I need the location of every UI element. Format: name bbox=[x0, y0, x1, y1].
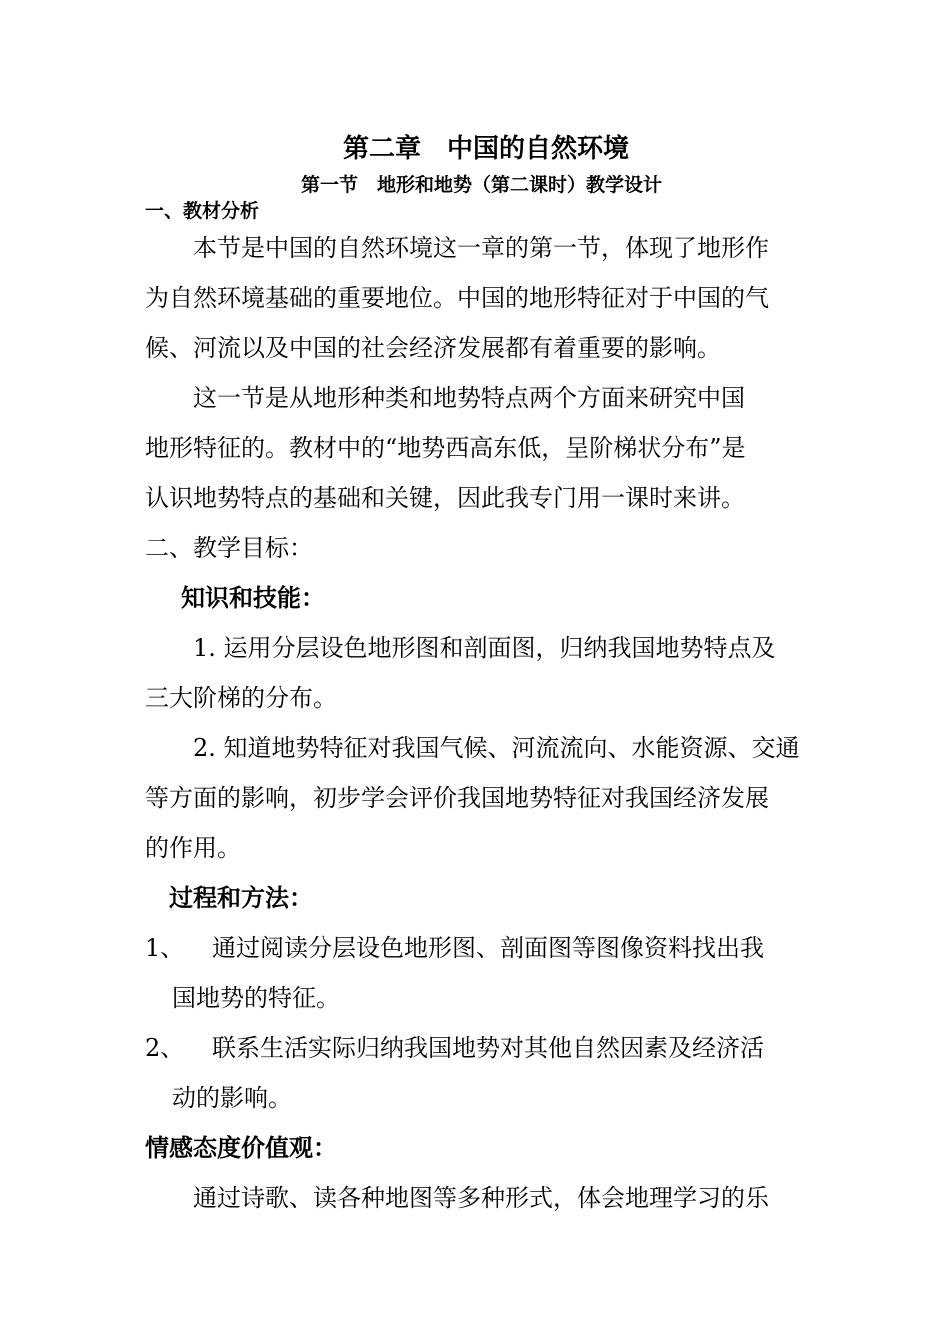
paragraph-line: 通过诗歌、读各种地图等多种形式，体会地理学习的乐 bbox=[193, 1184, 769, 1212]
list-item-line: 1. 运用分层设色地形图和剖面图，归纳我国地势特点及 bbox=[193, 634, 776, 662]
list-item-line: 的作用。 bbox=[145, 834, 241, 862]
list-item-line: 2. 知道地势特征对我国气候、河流流向、水能资源、交通 bbox=[193, 734, 800, 762]
list-item-line: 动的影响。 bbox=[172, 1084, 292, 1112]
list-item-line: 国地势的特征。 bbox=[172, 984, 340, 1012]
subheading-knowledge-skills: 知识和技能： bbox=[181, 583, 325, 612]
list-number: 1、 bbox=[145, 934, 185, 962]
paragraph-line: 候、河流以及中国的社会经济发展都有着重要的影响。 bbox=[145, 334, 721, 362]
paragraph-line: 这一节是从地形种类和地势特点两个方面来研究中国 bbox=[193, 384, 745, 412]
list-item-line: 联系生活实际归纳我国地势对其他自然因素及经济活 bbox=[212, 1034, 764, 1062]
subheading-emotion-values: 情感态度价值观： bbox=[145, 1133, 337, 1162]
paragraph-line: 地形特征的。教材中的“地势西高东低，呈阶梯状分布”是 bbox=[145, 434, 746, 462]
list-item-line: 等方面的影响，初步学会评价我国地势特征对我国经济发展 bbox=[145, 784, 769, 812]
list-item-line: 三大阶梯的分布。 bbox=[145, 684, 337, 712]
paragraph-line: 本节是中国的自然环境这一章的第一节，体现了地形作 bbox=[193, 234, 769, 262]
section-heading-textbook-analysis: 一、教材分析 bbox=[145, 200, 260, 222]
paragraph-line: 认识地势特点的基础和关键，因此我专门用一课时来讲。 bbox=[145, 484, 745, 512]
list-item-line: 通过阅读分层设色地形图、剖面图等图像资料找出我 bbox=[212, 934, 764, 962]
section-heading-teaching-goals: 二、教学目标： bbox=[145, 534, 313, 562]
list-number: 2、 bbox=[145, 1034, 185, 1062]
subheading-process-methods: 过程和方法： bbox=[169, 883, 313, 912]
chapter-title: 第二章 中国的自然环境 bbox=[343, 134, 630, 164]
paragraph-line: 为自然环境基础的重要地位。中国的地形特征对于中国的气 bbox=[145, 284, 769, 312]
section-title: 第一节 地形和地势（第二课时）教学设计 bbox=[301, 174, 663, 196]
